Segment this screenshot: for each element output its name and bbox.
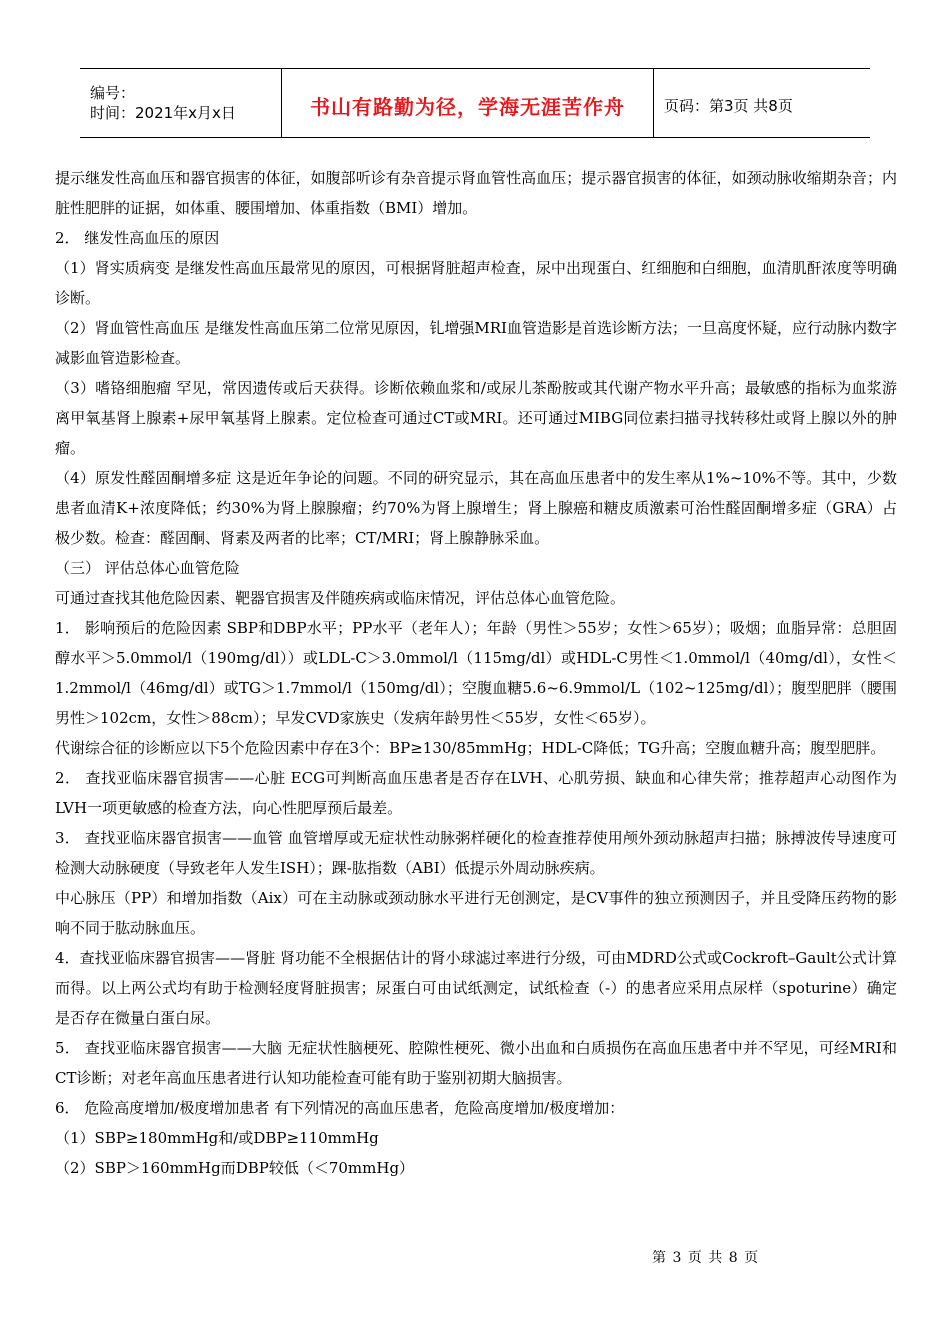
paragraph: 6． 危险高度增加/极度增加患者 有下列情况的高血压患者，危险高度增加/极度增加： — [55, 1099, 625, 1117]
date-label: 时间：2021年x月x日 — [90, 104, 236, 122]
paragraph: 代谢综合征的诊断应以下5个危险因素中存在3个：BP≥130/85mmHg；HDL-C降低；TG升高；空腹血糖升高；腹型肥胖。 — [55, 739, 886, 757]
paragraph: （1）肾实质病变 是继发性高血压最常见的原因，可根据肾脏超声检查，尿中出现蛋白、红细胞和白细胞，血清肌酐浓度等明确诊断。 — [55, 259, 897, 307]
document-body — [55, 163, 897, 1183]
paragraph: （4）原发性醛固酮增多症 这是近年争论的问题。不同的研究显示，其在高血压患者中的发生率从1%~10%不等。其中，少数患者血清K+浓度降低；约30%为肾上腺腺瘤；约70%为肾上腺增生；肾上腺癌和糖皮质激素可治性醛固酮增多症（GRA）占极少数。检查：醛固酮、肾素及两者的比率；CT/MRI；肾上腺静脉采血。 — [55, 469, 897, 547]
paragraph: 4．查找亚临床器官损害——肾脏 肾功能不全根据估计的肾小球滤过率进行分级，可由MDRD公式或Cockroft–Gault公式计算而得。以上两公式均有助于检测轻度肾脏损害；尿蛋白可由试纸测定，试纸检查（-）的患者应采用点尿样（spoturine）确定是否存在微量白蛋白尿。 — [55, 949, 897, 1027]
paragraph: （3）嗜铬细胞瘤 罕见，常因遗传或后天获得。诊断依赖血浆和/或尿儿茶酚胺或其代谢产物水平升高；最敏感的指标为血浆游离甲氧基肾上腺素+尿甲氧基肾上腺素。定位检查可通过CT或MRI。还可通过MIBG同位素扫描寻找转移灶或肾上腺以外的肿瘤。 — [55, 379, 897, 457]
page-footer: 第 3 页 共 8 页 — [652, 1250, 760, 1266]
paragraph: 提示继发性高血压和器官损害的体征，如腹部听诊有杂音提示肾血管性高血压；提示器官损害的体征，如颈动脉收缩期杂音；内脏性肥胖的证据，如体重、腰围增加、体重指数（BMI）增加。 — [55, 169, 897, 217]
paragraph: （2）肾血管性高血压 是继发性高血压第二位常见原因，钆增强MRI血管造影是首选诊断方法；一旦高度怀疑，应行动脉内数字减影血管造影检查。 — [55, 319, 897, 367]
header-motto-cell — [282, 69, 654, 137]
serial-number-label: 编号： — [90, 84, 136, 102]
paragraph: 5． 查找亚临床器官损害——大脑 无症状性脑梗死、腔隙性梗死、微小出血和白质损伤在高血压患者中并不罕见，可经MRI和CT诊断；对老年高血压患者进行认知功能检查可能有助于鉴别初期大脑损害。 — [55, 1039, 897, 1087]
page-header — [80, 68, 870, 138]
list-item: （2）SBP＞160mmHg而DBP较低（＜70mmHg） — [55, 1159, 415, 1177]
section-heading: （三） 评估总体心血管危险 — [55, 559, 240, 577]
header-motto: 书山有路勤为径，学海无涯苦作舟 — [310, 94, 625, 119]
header-page-info — [654, 69, 870, 137]
paragraph: 中心脉压（PP）和增加指数（Aix）可在主动脉或颈动脉水平进行无创测定，是CV事件的独立预测因子，并且受降压药物的影响不同于肱动脉血压。 — [55, 889, 897, 937]
section-heading: 2． 继发性高血压的原因 — [55, 229, 220, 247]
page-count-label: 页码：第3页 共8页 — [664, 96, 793, 115]
paragraph: 1． 影响预后的危险因素 SBP和DBP水平；PP水平（老年人）；年龄（男性＞55岁；女性＞65岁）；吸烟；血脂异常：总胆固醇水平＞5.0mmol/l（190mg/dl））或LDL-C＞3.0mmol/l（115mg/dl）或HDL-C男性＜1.0mmol/l（40mg/dl），女性＜1.2mmol/l（46mg/dl）或TG＞1.7mmol/l（150mg/dl）；空腹血糖5.6~6.9mmol/L（102~125mg/dl）；腹型肥胖（腰围男性＞102cm，女性＞88cm）；早发CVD家族史（发病年龄男性＜55岁，女性＜65岁）。 — [55, 619, 897, 727]
header-meta — [80, 69, 282, 137]
paragraph: 可通过查找其他危险因素、靶器官损害及伴随疾病或临床情况，评估总体心血管危险。 — [55, 589, 626, 607]
list-item: （1）SBP≥180mmHg和/或DBP≥110mmHg — [55, 1129, 379, 1147]
paragraph: 2． 查找亚临床器官损害——心脏 ECG可判断高血压患者是否存在LVH、心肌劳损、缺血和心律失常；推荐超声心动图作为LVH一项更敏感的检查方法，向心性肥厚预后最差。 — [55, 769, 897, 817]
paragraph: 3． 查找亚临床器官损害——血管 血管增厚或无症状性动脉粥样硬化的检查推荐使用颅外颈动脉超声扫描；脉搏波传导速度可检测大动脉硬度（导致老年人发生ISH）；踝-肱指数（ABI）低提示外周动脉疾病。 — [55, 829, 897, 877]
